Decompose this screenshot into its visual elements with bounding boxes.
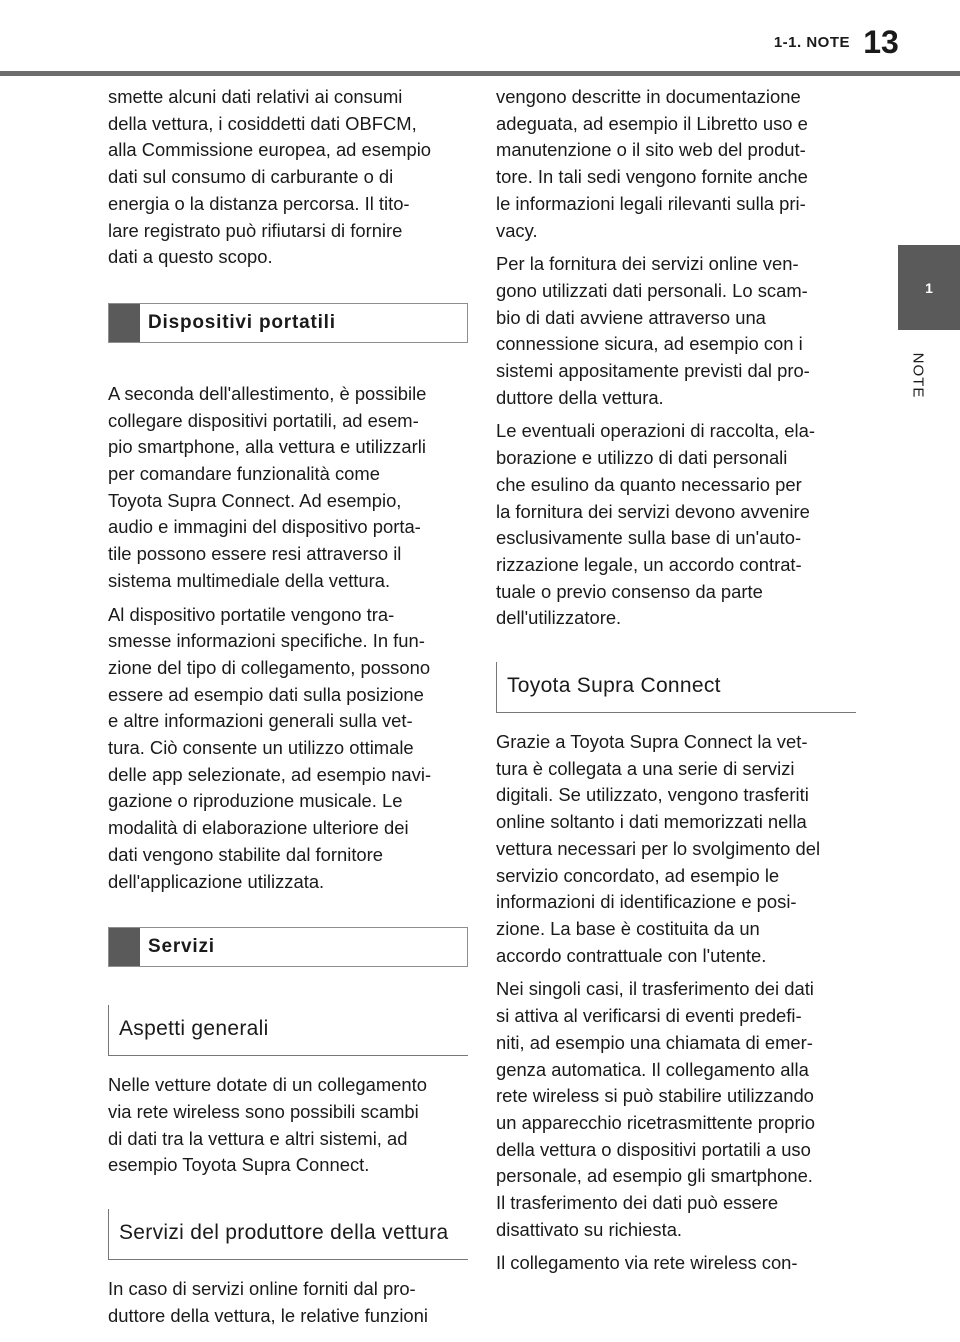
chapter-tab: 1 [898,245,960,330]
text-line: online soltanto i dati memorizzati nella [496,811,807,833]
left-column [108,84,468,1337]
text-line: Le eventuali operazioni di raccolta, ela- [496,420,815,442]
text-line: energia o la distanza percorsa. Il tito- [108,192,410,214]
text-line: Nei singoli casi, il trasferimento dei dati [496,978,814,1000]
page-number: 13 [863,24,899,60]
text-line: collegare dispositivi portatili, ad esem- [108,409,419,431]
text-line: via rete wireless sono possibili scambi [108,1100,419,1122]
text-line: manutenzione o il sito web del produt- [496,139,806,161]
section-box-marker [109,928,140,966]
text-line: bio di dati avviene attraverso una [496,306,766,328]
text-line: In caso di servizi online forniti dal pro- [108,1278,416,1300]
text-line: dati vengono stabilite dal fornitore [108,843,384,865]
text-line: digitali. Se utilizzato, vengono trasferiti [496,784,809,806]
text-line: e altre informazioni generali sulla vet- [108,710,413,732]
text-line: pio smartphone, alla vettura e utilizzarli [108,436,426,458]
text-line: smesse informazioni specifiche. In fun- [108,630,425,652]
paragraph [496,729,856,969]
text-line: vettura necessari per lo svolgimento del [496,837,821,859]
text-line: vacy. [496,219,538,241]
text-line: Nelle vetture dotate di un collegamento [108,1074,427,1096]
text-line: gono utilizzati dati personali. Lo scam- [496,279,808,301]
text-line: vengono descritte in documentazione [496,86,801,107]
text-line: niti, ad esempio una chiamata di emer- [496,1031,813,1053]
paragraph [108,381,468,595]
text-line: esclusivamente sulla base di un'auto- [496,527,802,549]
text-line: delle app selezionate, ad esempio navi- [108,763,432,785]
text-line: borazione e utilizzo di dati personali [496,447,788,469]
text-line: genza automatica. Il collegamento alla [496,1058,809,1080]
text-line: Per la fornitura dei servizi online ven- [496,253,799,275]
text-line: della vettura o dispositivi portatili a uso [496,1138,811,1160]
text-line: servizio concordato, ad esempio le [496,864,780,886]
paragraph [108,1072,468,1179]
text-line: alla Commissione europea, ad esempio [108,139,432,161]
section-box-servizi [108,927,468,967]
text-line: zione. La base è costituita da un [496,917,760,939]
text-line: A seconda dell'allestimento, è possibile [108,382,427,404]
text-line: tura. Ciò consente un utilizzo ottimale [108,737,414,759]
paragraph [496,1250,856,1277]
text-line: tuale o previo consenso da parte [496,580,763,602]
text-line: dell'applicazione utilizzata. [108,870,325,892]
text-line: rete wireless si può stabilire utilizzando [496,1085,814,1107]
text-line: le informazioni legali rilevanti sulla pri- [496,192,806,214]
text-line: essere ad esempio dati sulla posizione [108,683,424,705]
text-line: connessione sicura, ad esempio con i [496,333,803,355]
text-line: Il collegamento via rete wireless con- [496,1252,798,1274]
text-line: dell'utilizzatore. [496,607,622,629]
text-line: per comandare funzionalità come [108,463,380,485]
chapter-tab-label [888,345,948,405]
header-rule [0,71,960,76]
paragraph [108,602,468,896]
section-box-dispositivi [108,303,468,343]
text-line: zione del tipo di collegamento, possono [108,656,431,678]
text-line: duttore della vettura, le relative funzioni [108,1304,428,1326]
text-line: dati a questo scopo. [108,246,273,268]
chapter-tab-text: NOTE [909,352,927,398]
right-column [496,84,856,1284]
section-box-title: Servizi [148,936,215,958]
text-line: si attiva al verificarsi di eventi predefi- [496,1005,802,1027]
text-line: sistema multimediale della vettura. [108,569,391,591]
subheading-servizi-produttore: Servizi del produttore della vettura [108,1209,468,1260]
text-line: adeguata, ad esempio il Libretto uso e [496,112,808,134]
text-line: smette alcuni dati relativi ai consumi [108,86,403,107]
text-line: disattivato su richiesta. [496,1218,683,1240]
text-line: accordo contrattuale con l'utente. [496,944,767,966]
text-line: informazioni di identificazione e posi- [496,891,797,913]
text-line: esempio Toyota Supra Connect. [108,1154,370,1176]
text-line: dati sul consumo di carburante o di [108,166,394,188]
text-line: un apparecchio ricetrasmittente proprio [496,1111,815,1133]
text-line: Al dispositivo portatile vengono tra- [108,603,395,625]
section-title: 1-1. NOTE [773,34,850,51]
text-line: tore. In tali sedi vengono fornite anche [496,166,808,188]
paragraph [108,84,468,271]
text-line: Toyota Supra Connect. Ad esempio, [108,489,402,511]
text-line: della vettura, i cosiddetti dati OBFCM, [108,112,417,134]
section-box-title: Dispositivi portatili [148,311,336,333]
text-line: modalità di elaborazione ulteriore dei [108,817,409,839]
paragraph [496,251,856,411]
text-line: tura è collegata a una serie di servizi [496,757,795,779]
text-line: tile possono essere resi attraverso il [108,543,402,565]
paragraph [496,976,856,1243]
text-line: audio e immagini del dispositivo porta- [108,516,421,538]
text-line: la fornitura dei servizi devono avvenire [496,500,810,522]
text-line: sistemi appositamente previsti dal pro- [496,360,810,382]
text-line: personale, ad esempio gli smartphone. [496,1165,813,1187]
text-line: di dati tra la vettura e altri sistemi, ad [108,1127,408,1149]
subheading-aspetti-generali: Aspetti generali [108,1005,468,1056]
text-line: Grazie a Toyota Supra Connect la vet- [496,731,808,753]
text-line: rizzazione legale, un accordo contrat- [496,553,802,575]
text-line: duttore della vettura. [496,386,664,408]
paragraph [496,84,856,244]
paragraph [108,1276,468,1329]
paragraph [496,418,856,632]
text-line: lare registrato può rifiutarsi di fornire [108,219,403,241]
section-box-marker [109,304,140,342]
subheading-toyota-supra-connect: Toyota Supra Connect [496,662,856,713]
text-line: Il trasferimento dei dati può essere [496,1192,779,1214]
text-line: gazione o riproduzione musicale. Le [108,790,403,812]
text-line: che esulino da quanto necessario per [496,473,802,495]
